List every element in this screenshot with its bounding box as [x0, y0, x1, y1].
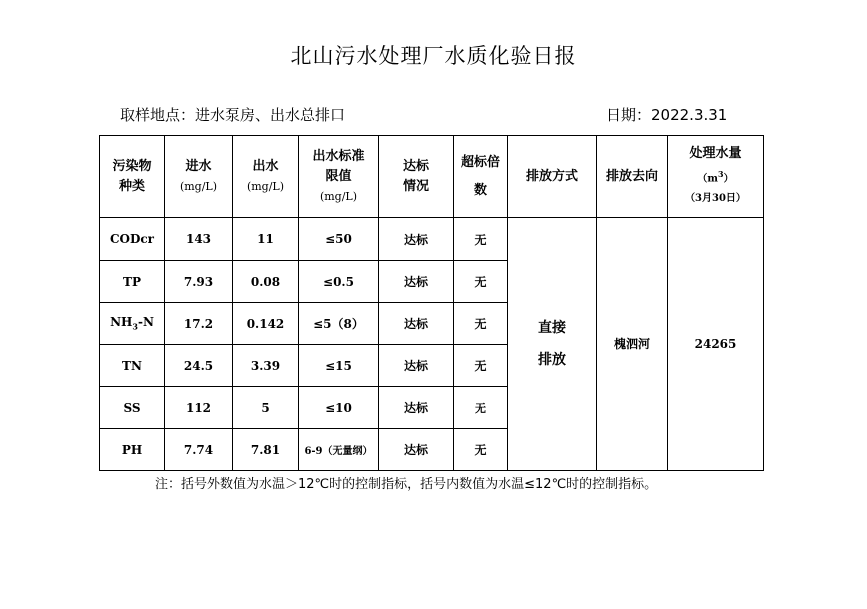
cell-exceed: 无 — [454, 261, 508, 303]
footnote: 注：括号外数值为水温＞12℃时的控制指标，括号内数值为水温≤12℃时的控制指标。 — [155, 477, 658, 492]
cell-outflow: 0.08 — [233, 261, 299, 303]
volume-unit-post: ） — [723, 173, 734, 185]
header-inflow-unit: (mg/L) — [179, 179, 218, 193]
cell-discharge-method — [508, 218, 597, 471]
discharge-method-line2: 排放 — [538, 352, 566, 368]
header-status-line2: 情况 — [402, 178, 429, 194]
cell-exceed: 无 — [454, 429, 508, 471]
cell-outflow: 0.142 — [233, 303, 299, 345]
cell-limit: ≤10 — [299, 387, 379, 429]
cell-exceed: 无 — [454, 218, 508, 261]
cell-discharge-dest: 槐泗河 — [597, 218, 668, 471]
cell-pollutant: PH — [100, 429, 165, 471]
cell-inflow: 7.93 — [165, 261, 233, 303]
header-discharge-dest-label: 排放去向 — [605, 168, 658, 184]
cell-outflow: 5 — [233, 387, 299, 429]
header-volume-line1: 处理水量 — [689, 145, 742, 161]
discharge-method-line1: 直接 — [538, 320, 566, 336]
cell-status: 达标 — [379, 345, 454, 387]
water-quality-table — [99, 135, 764, 471]
header-limit-unit: (mg/L) — [319, 189, 358, 203]
cell-status: 达标 — [379, 303, 454, 345]
cell-limit: ≤0.5 — [299, 261, 379, 303]
table-row — [100, 218, 764, 261]
header-exceed-line1: 超标倍 — [460, 154, 500, 170]
cell-inflow: 7.74 — [165, 429, 233, 471]
header-discharge-method — [508, 136, 597, 218]
header-discharge-dest — [597, 136, 668, 218]
cell-limit: 6-9（无量纲） — [299, 429, 379, 471]
cell-limit: ≤50 — [299, 218, 379, 261]
cell-exceed: 无 — [454, 345, 508, 387]
header-limit — [299, 136, 379, 218]
header-status — [379, 136, 454, 218]
header-status-line1: 达标 — [402, 158, 429, 174]
header-volume-date: （3月30日） — [685, 193, 746, 205]
cell-pollutant: TP — [100, 261, 165, 303]
volume-unit-pre: （m — [697, 173, 718, 185]
header-exceed — [454, 136, 508, 218]
cell-status: 达标 — [379, 218, 454, 261]
sample-location: 取样地点：进水泵房、出水总排口 — [120, 106, 346, 124]
pollutant-tail: -N — [137, 315, 154, 330]
cell-status: 达标 — [379, 429, 454, 471]
header-inflow-label: 进水 — [185, 158, 212, 174]
cell-outflow: 11 — [233, 218, 299, 261]
cell-outflow: 3.39 — [233, 345, 299, 387]
header-pollutant — [100, 136, 165, 218]
header-outflow-unit: (mg/L) — [246, 179, 285, 193]
cell-pollutant — [100, 303, 165, 345]
header-discharge-method-label: 排放方式 — [525, 168, 578, 184]
header-limit-line1: 出水标准 — [312, 148, 365, 164]
table-header-row — [100, 136, 764, 218]
header-pollutant-line1: 污染物 — [112, 158, 152, 174]
header-volume — [668, 136, 764, 218]
cell-pollutant: CODcr — [100, 218, 165, 261]
report-date: 日期：2022.3.31 — [606, 106, 728, 124]
cell-volume: 24265 — [668, 218, 764, 471]
header-exceed-line2: 数 — [473, 182, 487, 198]
cell-limit: ≤15 — [299, 345, 379, 387]
cell-inflow: 17.2 — [165, 303, 233, 345]
cell-status: 达标 — [379, 387, 454, 429]
cell-inflow: 24.5 — [165, 345, 233, 387]
cell-status: 达标 — [379, 261, 454, 303]
header-limit-line2: 限值 — [325, 168, 352, 184]
cell-outflow: 7.81 — [233, 429, 299, 471]
cell-limit: ≤5（8） — [299, 303, 379, 345]
cell-exceed: 无 — [454, 387, 508, 429]
header-inflow — [165, 136, 233, 218]
pollutant-sub: 3 — [132, 321, 138, 332]
cell-pollutant: TN — [100, 345, 165, 387]
header-volume-unit — [668, 164, 763, 189]
cell-pollutant: SS — [100, 387, 165, 429]
header-outflow — [233, 136, 299, 218]
cell-exceed: 无 — [454, 303, 508, 345]
cell-inflow: 112 — [165, 387, 233, 429]
pollutant-main: NH — [110, 315, 133, 330]
report-title: 北山污水处理厂水质化验日报 — [290, 44, 577, 68]
header-outflow-label: 出水 — [252, 158, 279, 174]
cell-inflow: 143 — [165, 218, 233, 261]
volume-unit-sup: 3 — [718, 168, 724, 179]
header-pollutant-line2: 种类 — [118, 178, 145, 194]
